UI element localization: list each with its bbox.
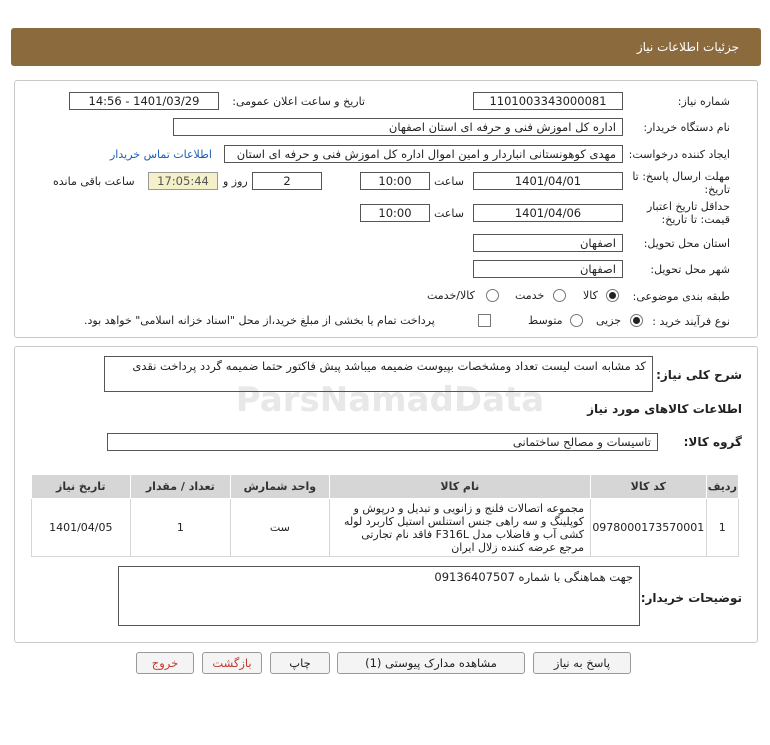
cell-row: 1 <box>706 499 738 557</box>
creator-label: ایجاد کننده درخواست: <box>628 148 730 161</box>
page-title: جزئیات اطلاعات نیاز <box>636 40 739 54</box>
province-field: اصفهان <box>473 234 623 252</box>
process-radio-medium[interactable] <box>570 314 583 327</box>
process-option-medium: متوسط <box>528 314 563 327</box>
buyer-label: نام دستگاه خریدار: <box>643 121 730 134</box>
category-option-both: کالا/خدمت <box>427 289 475 302</box>
need-number-field: 1101003343000081 <box>473 92 623 110</box>
announce-label: تاریخ و ساعت اعلان عمومی: <box>232 95 365 108</box>
cell-date: 1401/04/05 <box>32 499 131 557</box>
treasury-payment-checkbox[interactable] <box>478 314 491 327</box>
category-option-service: خدمت <box>515 289 545 302</box>
view-attachments-button[interactable]: مشاهده مدارک پیوستی (1) <box>337 652 525 674</box>
process-label: نوع فرآیند خرید : <box>652 315 730 328</box>
treasury-payment-note: پرداخت تمام یا بخشی از مبلغ خرید،از محل "اسناد خزانه اسلامی" خواهد بود. <box>84 314 435 327</box>
days-label: روز و <box>223 175 248 188</box>
table-row <box>32 499 739 557</box>
col-unit: واحد شمارش <box>231 475 330 499</box>
cell-name: مجموعه اتصالات فلنج و زانویی و تبدیل و درپوش و کوپلینگ و سه راهی جنس استنلس استیل کاربرد لوله کشی آب و فاضلاب مدل F316L فاقد نام تجارتی مرجع عرضه کننده زلال ایران <box>329 499 590 557</box>
contact-buyer-link[interactable]: اطلاعات تماس خریدار <box>110 148 212 161</box>
col-code: کد کالا <box>591 475 707 499</box>
col-row: ردیف <box>706 475 738 499</box>
validity-time-field: 10:00 <box>360 204 430 222</box>
days-field: 2 <box>252 172 322 190</box>
remaining-label: ساعت باقی مانده <box>53 175 135 188</box>
category-label: طبقه بندی موضوعی: <box>632 290 730 303</box>
creator-field: مهدی کوهونستانی انباردار و امین اموال اداره کل اموزش فنی و حرفه ای استان <box>224 145 623 163</box>
col-date: تاریخ نیاز <box>32 475 131 499</box>
goods-group-field: تاسیسات و مصالح ساختمانی <box>107 433 658 451</box>
process-option-minor: جزیی <box>596 314 622 327</box>
city-label: شهر محل تحویل: <box>650 263 730 276</box>
remaining-time-field: 17:05:44 <box>148 172 218 190</box>
announce-field: 1401/03/29 - 14:56 <box>69 92 219 110</box>
validity-hour-label: ساعت <box>434 207 464 220</box>
goods-table <box>31 474 739 557</box>
validity-label-2: قیمت: تا تاریخ: <box>661 213 730 226</box>
cell-code: 0978000173570001 <box>591 499 707 557</box>
exit-button[interactable]: خروج <box>136 652 194 674</box>
goods-group-label: گروه کالا: <box>683 435 742 449</box>
category-radio-both[interactable] <box>486 289 499 302</box>
deadline-date-field: 1401/04/01 <box>473 172 623 190</box>
province-label: استان محل تحویل: <box>643 237 730 250</box>
process-radio-minor[interactable] <box>630 314 643 327</box>
cell-unit: ست <box>231 499 330 557</box>
watermark: ParsNamadData <box>235 380 545 420</box>
buyer-field: اداره کل اموزش فنی و حرفه ای استان اصفهان <box>173 118 623 136</box>
cell-qty: 1 <box>130 499 231 557</box>
category-option-goods: کالا <box>583 289 598 302</box>
col-name: نام کالا <box>329 475 590 499</box>
deadline-label-1: مهلت ارسال پاسخ: تا <box>632 170 730 183</box>
deadline-label-2: تاریخ: <box>704 183 730 196</box>
category-radio-goods[interactable] <box>606 289 619 302</box>
description-field: کد مشابه است لیست تعداد ومشخصات بپیوست ضمیمه میباشد پیش فاکتور حتما ضمیمه گردد پرداخت نقدی <box>104 356 653 392</box>
buyer-notes-label: توضیحات خریدار: <box>640 591 742 605</box>
buyer-notes-field: جهت هماهنگی با شماره 09136407507 <box>118 566 640 626</box>
category-radio-service[interactable] <box>553 289 566 302</box>
print-button[interactable]: چاپ <box>270 652 330 674</box>
city-field: اصفهان <box>473 260 623 278</box>
goods-section-title: اطلاعات کالاهای مورد نیاز <box>587 402 742 416</box>
col-qty: تعداد / مقدار <box>130 475 231 499</box>
goods-table-header <box>32 475 739 499</box>
validity-date-field: 1401/04/06 <box>473 204 623 222</box>
deadline-time-field: 10:00 <box>360 172 430 190</box>
validity-label-1: حداقل تاریخ اعتبار <box>646 200 730 213</box>
reply-button[interactable]: پاسخ به نیاز <box>533 652 631 674</box>
description-label: شرح کلی نیاز: <box>656 368 742 382</box>
page-header <box>11 28 761 66</box>
deadline-hour-label: ساعت <box>434 175 464 188</box>
back-button[interactable]: بازگشت <box>202 652 262 674</box>
need-number-label: شماره نیاز: <box>677 95 730 108</box>
